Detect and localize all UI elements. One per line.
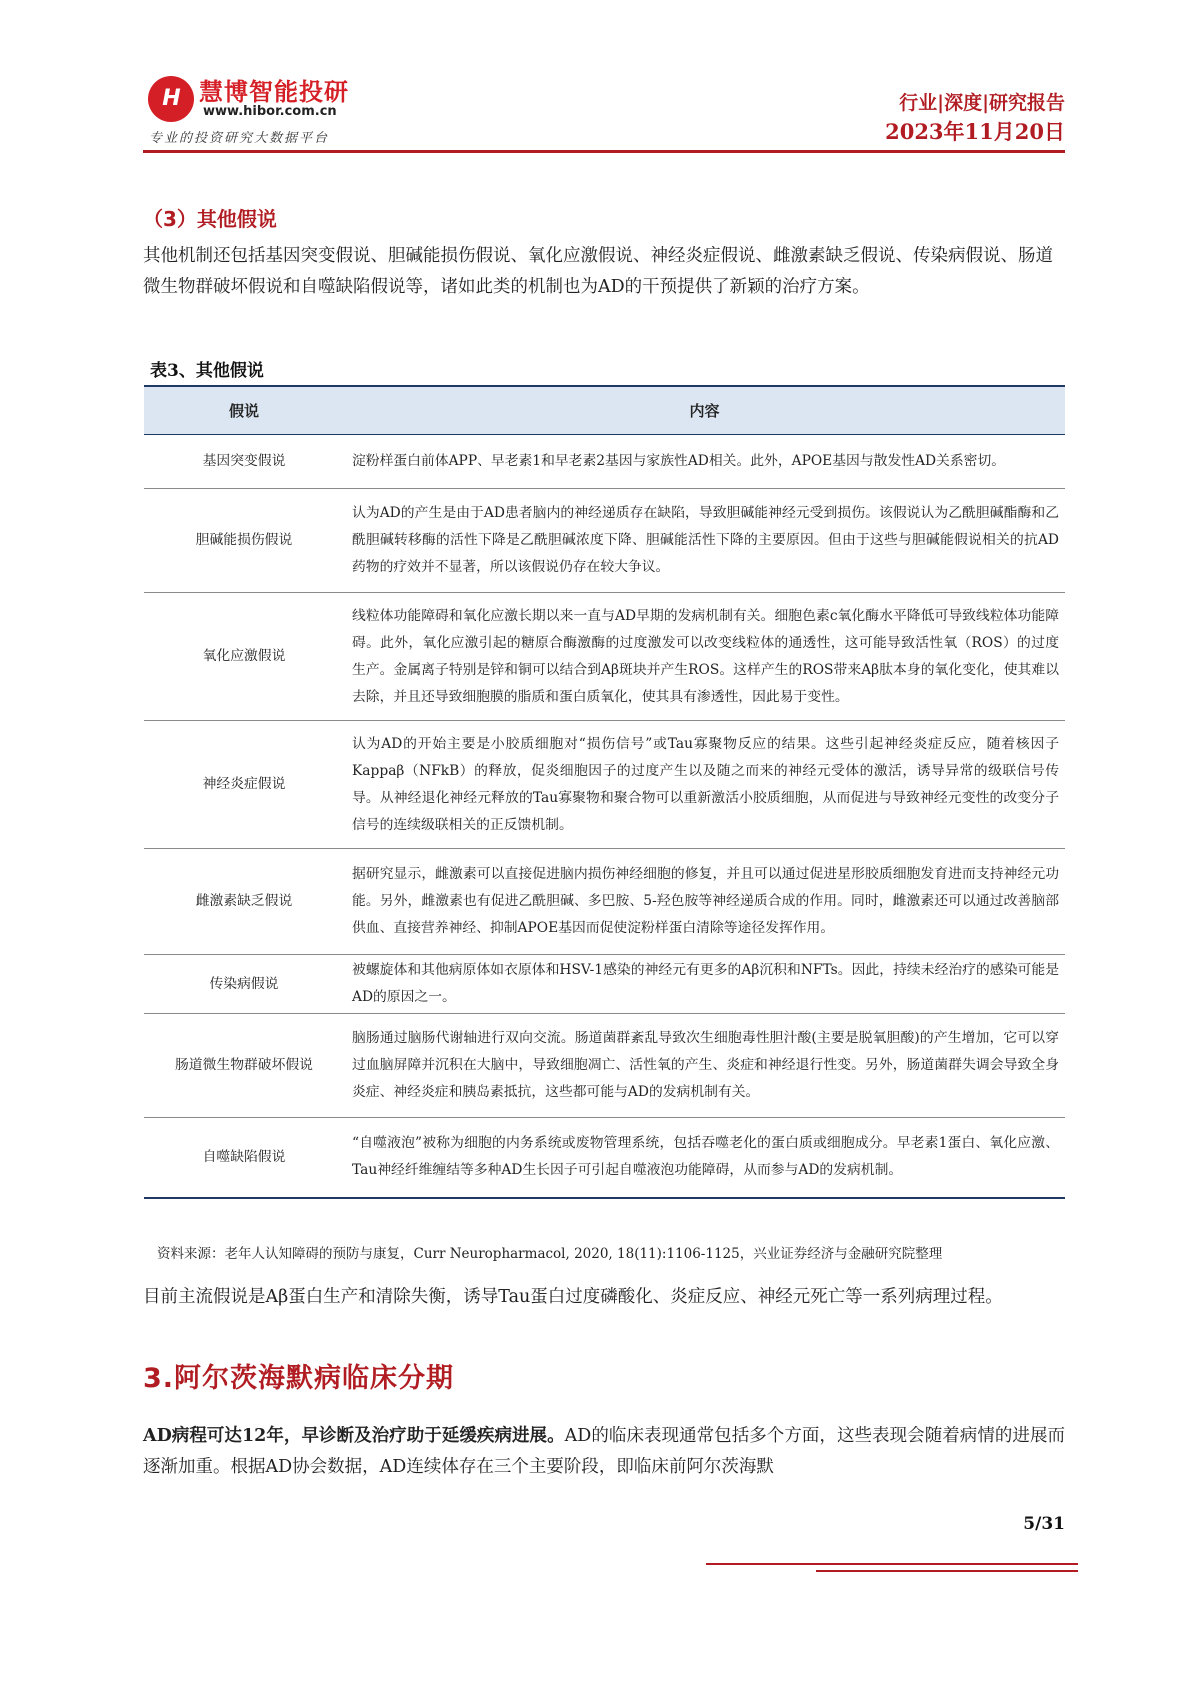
hypothesis-name: 氧化应激假说: [144, 593, 344, 721]
column-header-hypothesis: 假说: [144, 386, 344, 435]
hypothesis-name: 自噬缺陷假说: [144, 1118, 344, 1198]
table-row: [144, 955, 1065, 1014]
table-row: [144, 593, 1065, 721]
hypothesis-name: 胆碱能损伤假说: [144, 489, 344, 593]
page-header: [143, 60, 1065, 152]
hypothesis-content: “自噬液泡”被称为细胞的内务系统或废物管理系统，包括吞噬老化的蛋白质或细胞成分。早老素1蛋白、氧化应激、Tau神经纤维缠结等多种AD生长因子可引起自噬液泡功能障碍，从而参与AD的发病机制。: [344, 1118, 1065, 1198]
footer-divider: [706, 1563, 1078, 1565]
hypothesis-content: 被螺旋体和其他病原体如衣原体和HSV-1感染的神经元有更多的Aβ沉积和NFTs。因此，持续未经治疗的感染可能是AD的原因之一。: [344, 955, 1065, 1014]
logo-url: www.hibor.com.cn: [203, 104, 337, 119]
hypothesis-name: 肠道微生物群破坏假说: [144, 1014, 344, 1118]
mainstream-hypothesis-paragraph: 目前主流假说是Aβ蛋白生产和清除失衡，诱导Tau蛋白过度磷酸化、炎症反应、神经元死亡等一系列病理过程。: [143, 1287, 1003, 1307]
hypothesis-content: 据研究显示，雌激素可以直接促进脑内损伤神经细胞的修复，并且可以通过促进星形胶质细胞发育进而支持神经元功能。另外，雌激素也有促进乙酰胆碱、多巴胺、5-羟色胺等神经递质合成的作用。同时，雌激素还可以通过改善脑部供血、直接营养神经、抑制APOE基因而促使淀粉样蛋白清除等途径发挥作用。: [344, 849, 1065, 955]
hypothesis-content: 认为AD的产生是由于AD患者脑内的神经递质存在缺陷，导致胆碱能神经元受到损伤。该假说认为乙酰胆碱酯酶和乙酰胆碱转移酶的活性下降是乙酰胆碱浓度下降、胆碱能活性下降的主要原因。但由于这些与胆碱能假说相关的抗AD药物的疗效并不显著，所以该假说仍存在较大争议。: [344, 489, 1065, 593]
table-row: [144, 1014, 1065, 1118]
table-row: [144, 849, 1065, 955]
chapter-heading: 3.阿尔茨海默病临床分期: [143, 1363, 455, 1394]
hypotheses-table: [144, 385, 1065, 1199]
table-caption: 表3、其他假说: [150, 361, 264, 381]
column-header-content: 内容: [344, 386, 1065, 435]
table-row: [144, 721, 1065, 849]
table-source: 资料来源：老年人认知障碍的预防与康复，Curr Neuropharmacol, 2020, 18(11):1106-1125，兴业证券经济与金融研究院整理: [157, 1246, 943, 1262]
table-row: [144, 435, 1065, 489]
chapter-paragraph: [143, 1421, 1065, 1483]
hypothesis-content: 脑肠通过脑肠代谢轴进行双向交流。肠道菌群紊乱导致次生细胞毒性胆汁酸(主要是脱氧胆酸)的产生增加，它可以穿过血脑屏障并沉积在大脑中，导致细胞凋亡、活性氧的产生、炎症和神经退行性变。另外，肠道菌群失调会导致全身炎症、神经炎症和胰岛素抵抗，这些都可能与AD的发病机制有关。: [344, 1014, 1065, 1118]
footer-divider: [816, 1570, 1078, 1572]
section-heading: （3）其他假说: [143, 207, 277, 231]
chapter-lead-bold: AD病程可达12年，早诊断及治疗助于延缓疾病进展。: [143, 1426, 565, 1446]
logo-tagline: 专业的投资研究大数据平台: [149, 131, 330, 146]
hypothesis-content: 线粒体功能障碍和氧化应激长期以来一直与AD早期的发病机制有关。细胞色素c氧化酶水平降低可导致线粒体功能障碍。此外，氧化应激引起的糖原合酶激酶的过度激发可以改变线粒体的通透性，这可能导致活性氧（ROS）的过度生产。金属离子特别是锌和铜可以结合到Aβ斑块并产生ROS。这样产生的ROS带来Aβ肽本身的氧化变化，使其难以去除，并且还导致细胞膜的脂质和蛋白质氧化，使其具有渗透性，因此易于变性。: [344, 593, 1065, 721]
report-type: 行业|深度|研究报告: [899, 92, 1065, 114]
logo-name: 慧博智能投研: [199, 78, 349, 106]
hypothesis-name: 雌激素缺乏假说: [144, 849, 344, 955]
section-paragraph: 其他机制还包括基因突变假说、胆碱能损伤假说、氧化应激假说、神经炎症假说、雌激素缺乏假说、传染病假说、肠道微生物群破坏假说和自噬缺陷假说等，诸如此类的机制也为AD的干预提供了新颖的治疗方案。: [143, 246, 1053, 297]
chapter-paragraph-text: AD的临床表现通常包括多个方面，这些表现会随着病情的进展而逐渐加重。根据AD协会数据，AD连续体存在三个主要阶段，即临床前阿尔茨海默: [143, 1426, 1066, 1477]
hypothesis-content: 认为AD的开始主要是小胶质细胞对“损伤信号”或Tau寡聚物反应的结果。这些引起神经炎症反应，随着核因子Kappaβ（NFkB）的释放，促炎细胞因子的过度产生以及随之而来的神经元受体的激活，诱导异常的级联信号传导。从神经退化神经元释放的Tau寡聚物和聚合物可以重新激活小胶质细胞，从而促进与导致神经元变性的改变分子信号的连续级联相关的正反馈机制。: [344, 721, 1065, 849]
hypothesis-name: 神经炎症假说: [144, 721, 344, 849]
hibor-logo-icon: H: [148, 76, 194, 122]
table-row: [144, 1118, 1065, 1198]
hypothesis-content: 淀粉样蛋白前体APP、早老素1和早老素2基因与家族性AD相关。此外，APOE基因与散发性AD关系密切。: [344, 435, 1065, 489]
table-row: [144, 489, 1065, 593]
header-divider: [143, 150, 1065, 153]
table-header-row: [144, 386, 1065, 435]
report-date: 2023年11月20日: [885, 119, 1065, 144]
hypothesis-name: 基因突变假说: [144, 435, 344, 489]
hypothesis-name: 传染病假说: [144, 955, 344, 1014]
page-number: 5/31: [1023, 1514, 1065, 1534]
